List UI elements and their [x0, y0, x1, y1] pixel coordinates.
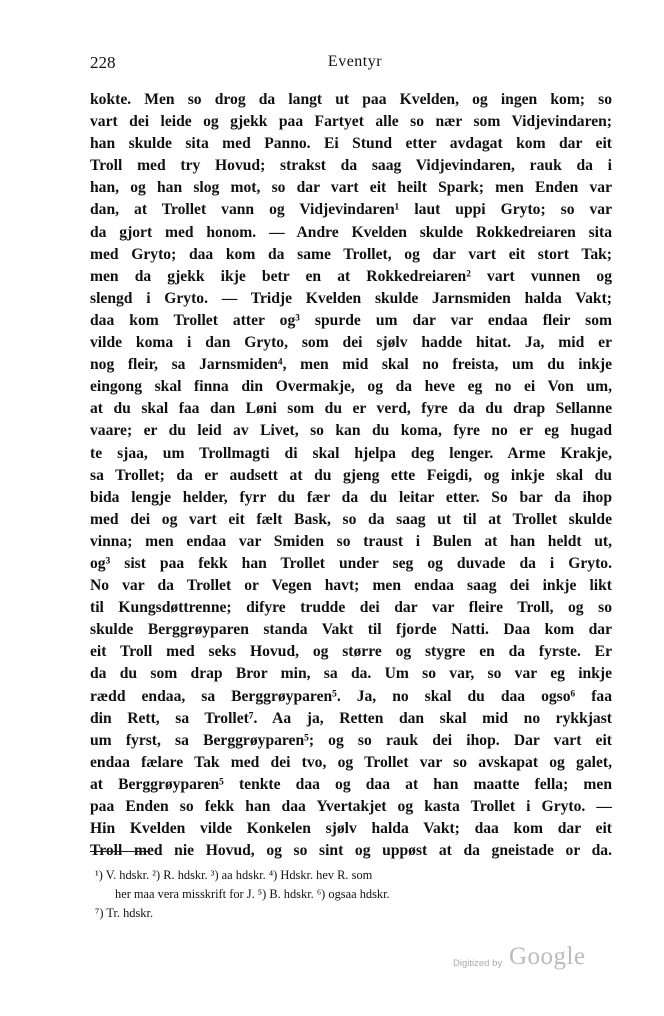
text-line: vinna; men endaa var Smiden so traust i Bulen at han heldt ut, — [90, 532, 612, 550]
text-line: No var da Trollet or Vegen havt; men endaa saag dei inkje likt — [90, 577, 612, 595]
text-line: Hin Kvelden vilde Konkelen sjølv halda Vakt; daa kom dar eit — [90, 820, 612, 838]
footnote-line: ¹) V. hdskr. ²) R. hdskr. ³) aa hdskr. ⁴) Hdskr. hev R. som — [95, 868, 373, 882]
text-line: endaa fælare Tak med dei tvo, og Trollet var so avskapat og galet, — [90, 753, 612, 771]
text-line: da gjort med honom. — Andre Kvelden skulde Rokkedreiaren sita — [90, 223, 612, 241]
text-line: at Berggrøyparen⁵ tenkte daa og daa at han maatte fella; men — [90, 775, 612, 793]
text-line: te sjaa, um Trollmagti di skal hjelpa deg lenger. Arme Krakje, — [90, 444, 612, 462]
running-title: Eventyr — [327, 53, 383, 70]
text-line: eit Troll med seks Hovud, og større og stygre en da fyrste. Er — [90, 643, 612, 661]
body-text — [90, 89, 612, 862]
text-line: kokte. Men so drog da langt ut paa Kvelden, og ingen kom; so — [90, 91, 612, 108]
google-logo: Google — [509, 943, 586, 970]
text-line: daa kom Trollet atter og³ spurde um dar var endaa fleir som — [90, 311, 612, 329]
watermark-digitized-by: Digitized by — [453, 958, 503, 969]
text-line: han skulde sita med Panno. Ei Stund etter avdagat kom dar eit — [90, 135, 612, 153]
footnote-divider — [90, 851, 148, 852]
text-line: vart dei leide og gjekk paa Fartyet alle so nær som Vidjevindaren; — [90, 113, 612, 131]
text-line: at du skal faa dan Løni som du er verd, fyre da du drap Sellanne — [90, 400, 612, 418]
page-number: 228 — [90, 53, 116, 72]
text-line: sa Trollet; da er audsett at du gjeng ette Feigdi, og inkje skal du — [90, 466, 612, 484]
text-line: dan, at Trollet vann og Vidjevindaren¹ laut uppi Gryto; so var — [90, 201, 612, 219]
text-line: til Kungsdøttrenne; difyre trudde dei dar var fleire Troll, og so — [90, 599, 612, 617]
text-line: nog fleir, sa Jarnsmiden⁴, men mid skal no freista, um du inkje — [90, 356, 612, 374]
google-watermark — [453, 945, 593, 975]
text-line: med Gryto; daa kom da same Trollet, og dar vart eit stort Tak; — [90, 245, 612, 263]
text-line: skulde Berggrøyparen standa Vakt til fjorde Natti. Daa kom dar — [90, 621, 612, 639]
text-line: bida lengje helder, fyrr du fær da du leitar etter. So bar da ihop — [90, 488, 612, 506]
text-line: vaare; er du leid av Livet, so kan du koma, fyre no er eg hugad — [90, 422, 612, 440]
footnote-line: her maa vera misskrift for J. ⁵) B. hdskr. ⁶) ogsaa hdskr. — [115, 887, 390, 901]
text-line: men da gjekk ikje betr en at Rokkedreiaren² vart vunnen og — [90, 267, 612, 285]
footnotes — [95, 866, 615, 923]
text-line: rædd endaa, sa Berggrøyparen⁵. Ja, no skal du daa ogso⁶ faa — [90, 687, 612, 705]
text-line: da du som drap Bror min, sa da. Um so var, so var eg inkje — [90, 665, 612, 683]
text-line: din Rett, sa Trollet⁷. Aa ja, Retten dan skal mid no rykkjast — [90, 709, 612, 727]
text-line: Troll med nie Hovud, og so sint og uppøst at da gneistade or da. — [90, 842, 612, 860]
text-line: og³ sist paa fekk han Trollet under seg og duvade da i Gryto. — [90, 554, 612, 572]
text-line: eingong skal finna din Overmakje, og da heve eg no ei Von um, — [90, 378, 612, 396]
text-line: slengd i Gryto. — Tridje Kvelden skulde Jarnsmiden halda Vakt; — [90, 289, 612, 307]
text-line: med dei og vart eit fælt Bask, so da saag ut til at Trollet skulde — [90, 510, 612, 528]
text-line: vilde koma i dan Gryto, som dei sjølv hadde hitat. Ja, mid er — [90, 334, 612, 352]
footnote-line: ⁷) Tr. hdskr. — [95, 906, 154, 920]
text-line: Troll med try Hovud; strakst da saag Vidjevindaren, rauk da i — [90, 157, 612, 175]
text-line: paa Enden so fekk han daa Yvertakjet og kasta Trollet i Gryto. — — [90, 798, 612, 815]
page-header — [90, 53, 620, 73]
text-line: um fyrst, sa Berggrøyparen⁵; og so rauk dei ihop. Dar vart eit — [90, 731, 612, 749]
text-line: han, og han slog mot, so dar vart eit heilt Spark; men Enden var — [90, 179, 612, 197]
